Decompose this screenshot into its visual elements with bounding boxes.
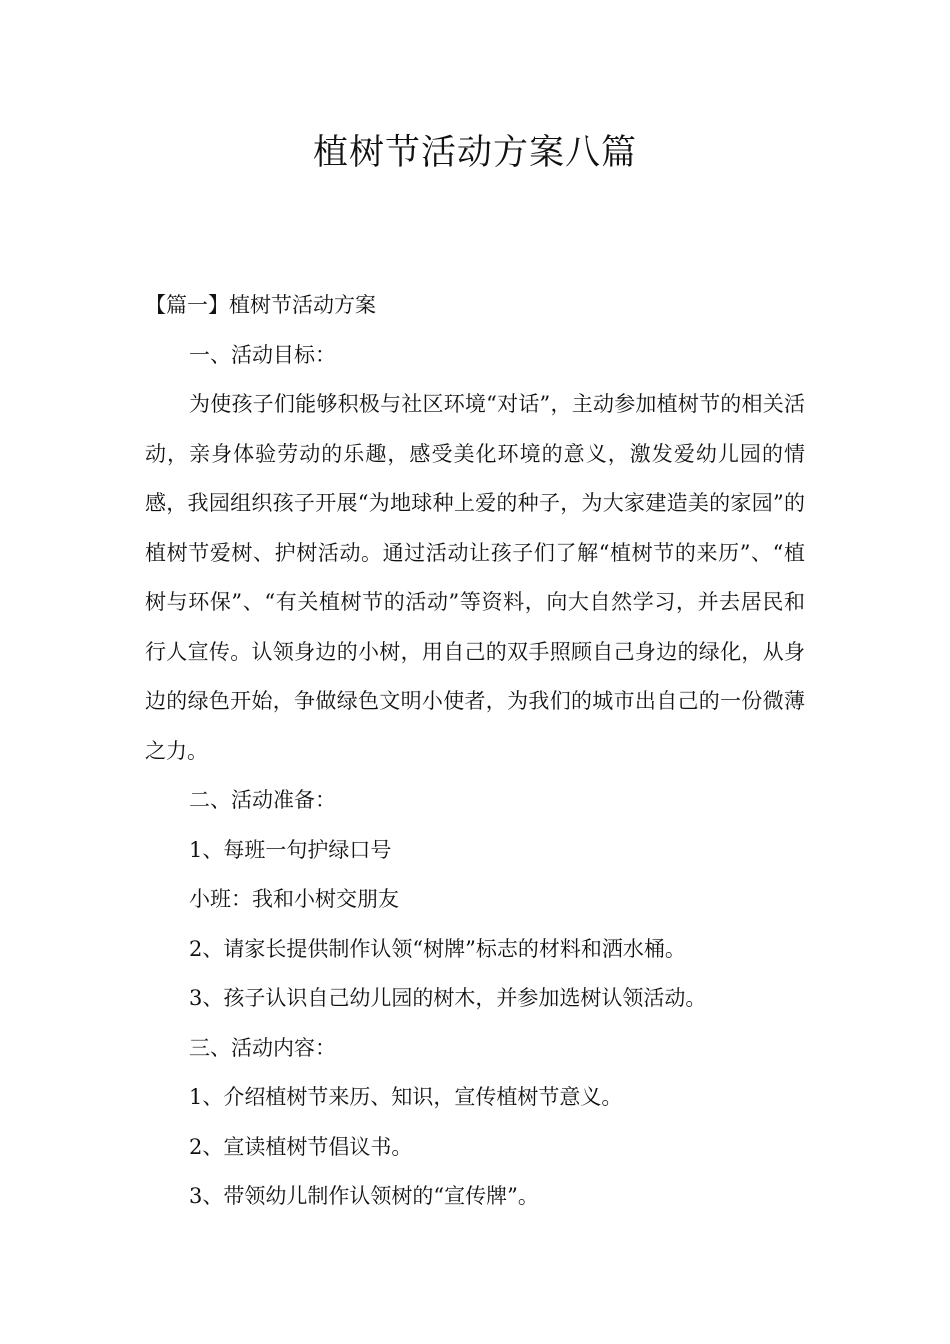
document-body — [145, 281, 805, 1222]
part3-item-1: 1、介绍植树节来历、知识，宣传植树节意义。 — [189, 1085, 623, 1109]
part1-heading: 一、活动目标： — [189, 342, 336, 367]
section-heading: 【篇一】植树节活动方案 — [145, 293, 376, 317]
part3-heading: 三、活动内容： — [189, 1035, 336, 1060]
part2-heading: 二、活动准备： — [189, 788, 336, 812]
part2-item-1: 1、每班一句护绿口号 — [189, 837, 392, 862]
part2-item-1-example: 小班：我和小树交朋友 — [189, 887, 399, 911]
document-title: 植树节活动方案八篇 — [312, 133, 637, 173]
part3-item-2: 2、宣读植树节倡议书。 — [189, 1134, 413, 1159]
part2-item-3: 3、孩子认识自己幼儿园的树木，并参加选树认领活动。 — [189, 986, 707, 1010]
part1-paragraph: 为使孩子们能够积极与社区环境“对话”，主动参加植树节的相关活动，亲身体验劳动的乐趣，感受美化环境的意义，激发爱幼儿园的情感，我园组织孩子开展“为地球种上爱的种子，为大家建造美的家园”的植树节爱树、护树活动。通过活动让孩子们了解“植树节的来历”、“植树与环保”、“有关植树节的活动”等资料，向大自然学习，并去居民和行人宣传。认领身边的小树，用自己的双手照顾自己身边的绿化，从身边的绿色开始，争做绿色文明小使者，为我们的城市出自己的一份微薄之力。 — [145, 392, 805, 763]
part2-item-2: 2、请家长提供制作认领“树牌”标志的材料和洒水桶。 — [189, 936, 686, 961]
part3-item-3: 3、带领幼儿制作认领树的“宣传牌”。 — [189, 1184, 539, 1208]
